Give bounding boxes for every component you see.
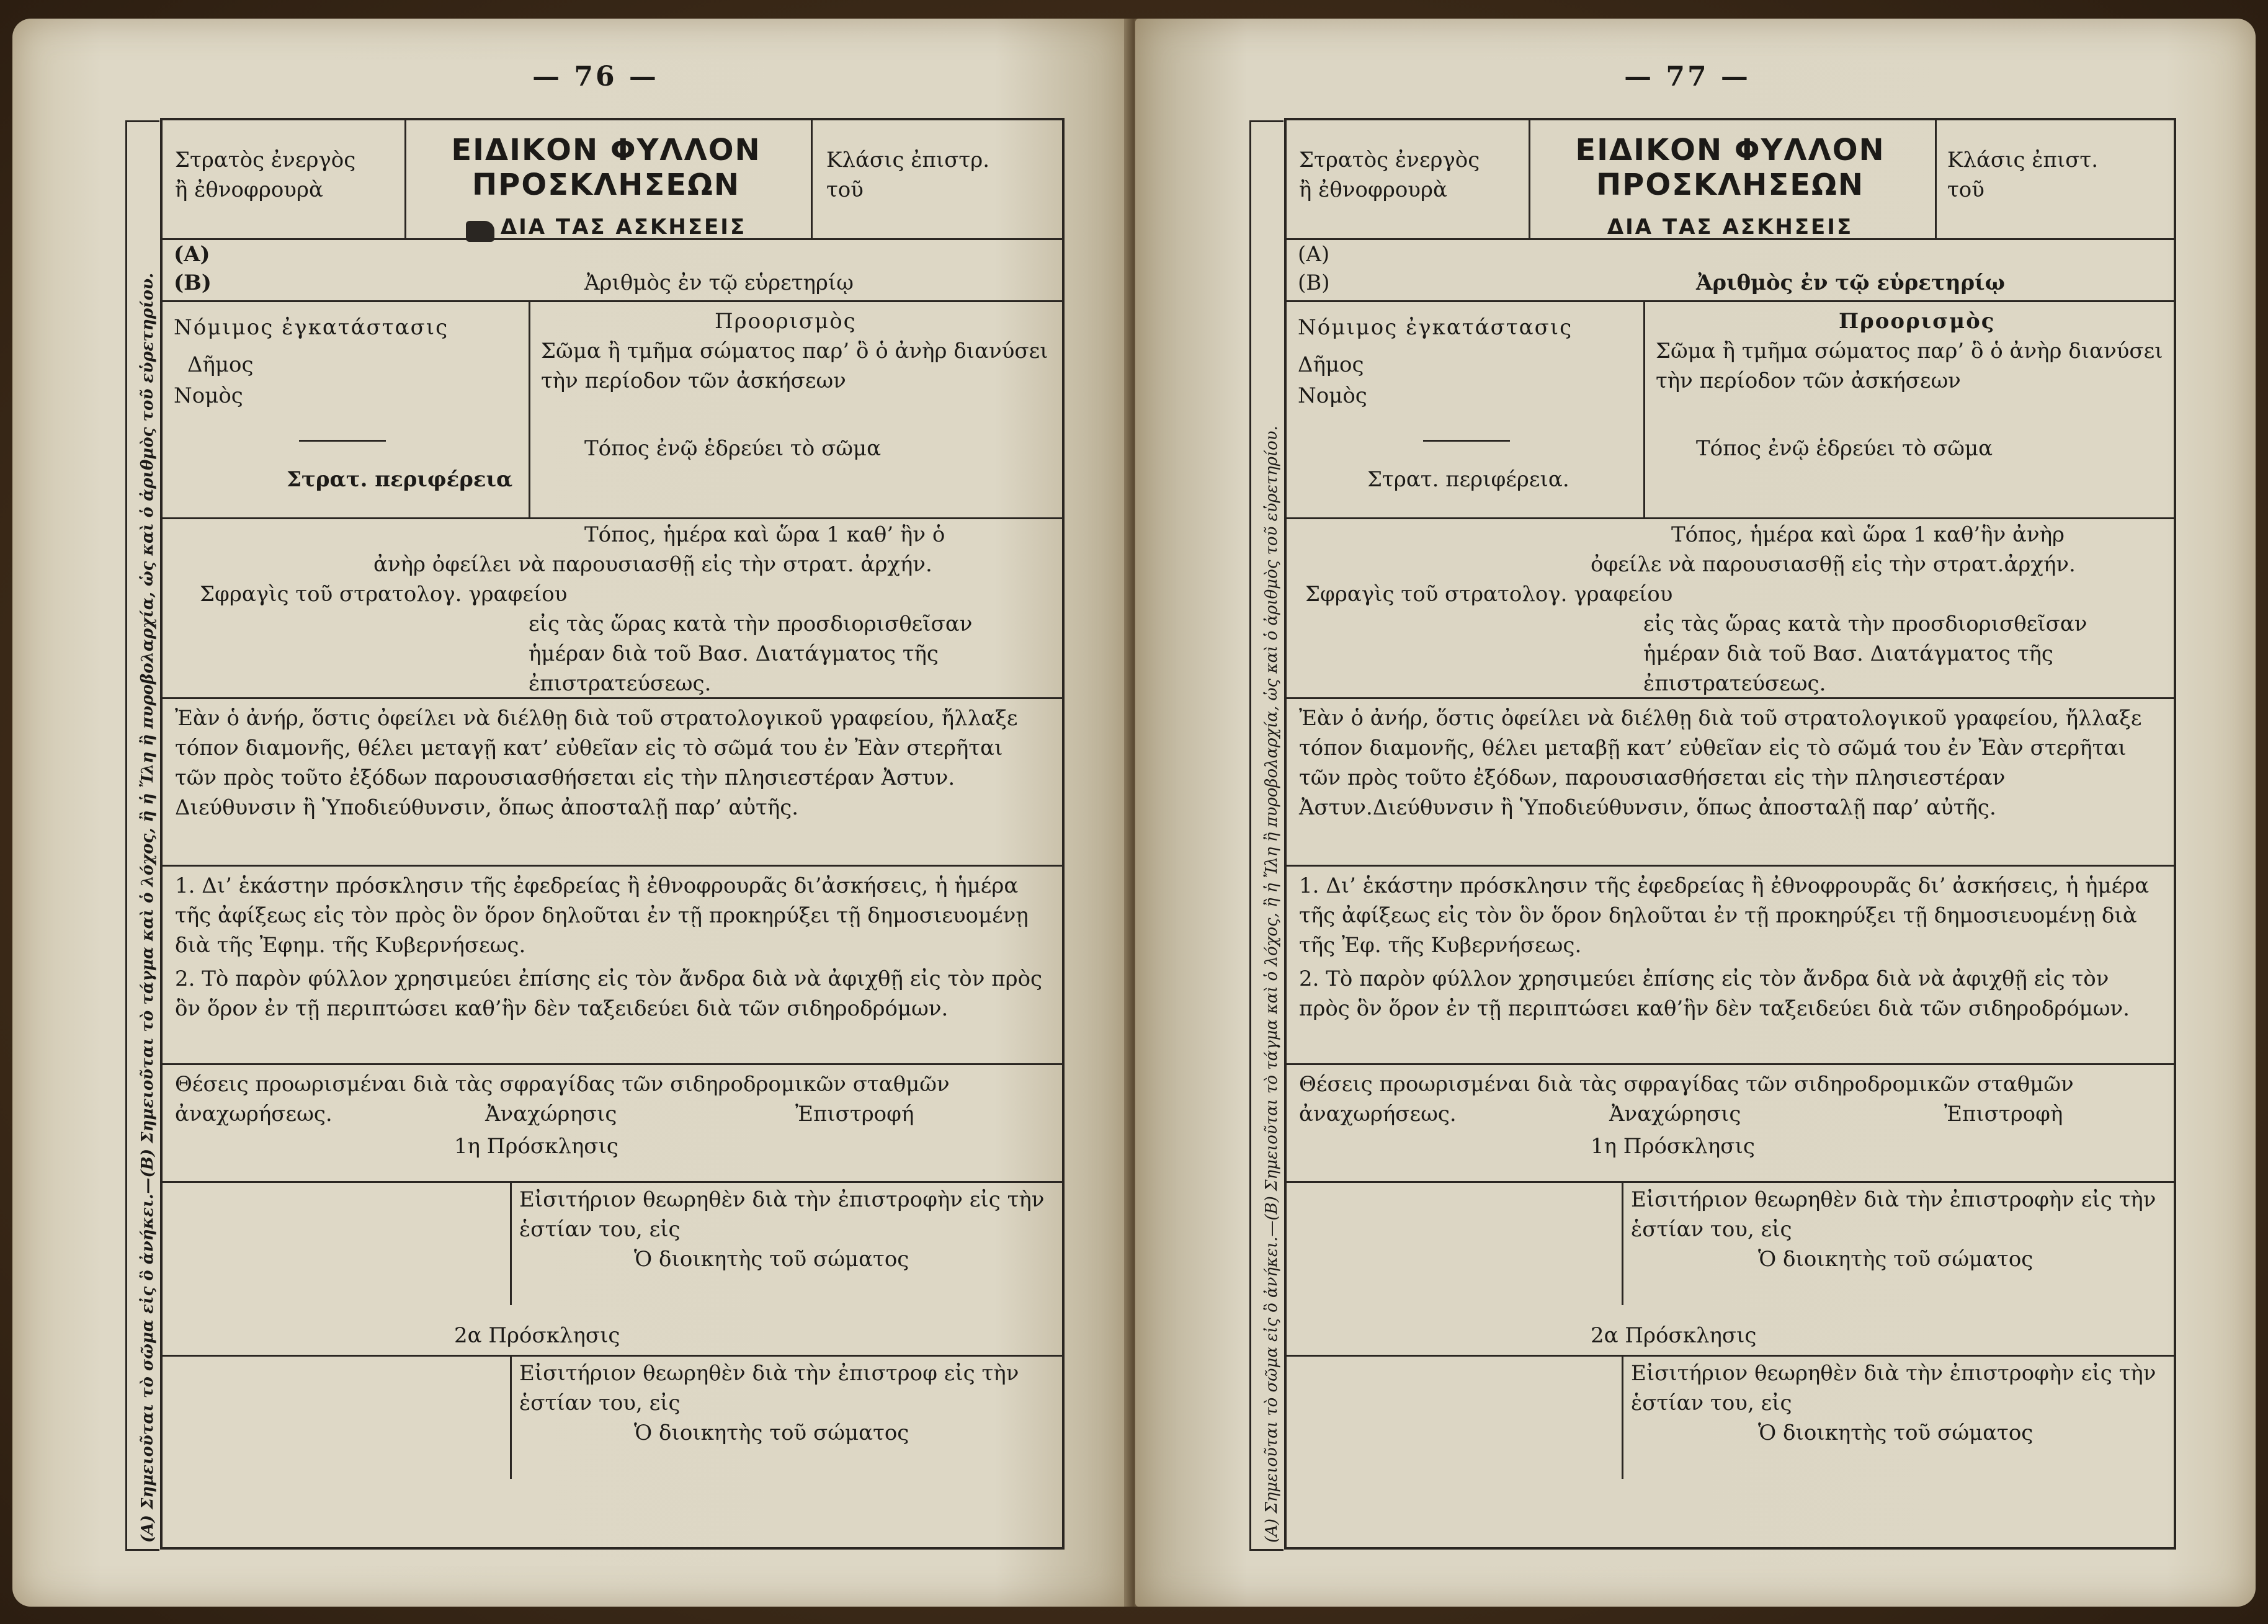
time-place-line-2: ὀφείλε νὰ παρουσιασθῇ εἰς τὴν στρατ.ἀρχήν. [1591,552,2076,577]
call-2-label: 2α Πρόσκλησις [1591,1323,1757,1348]
destination-text: Σῶμα ἢ τμῆμα σώματος παρ’ ὃ ὁ ἀνὴρ διανύσει τὴν περίοδον τῶν ἀσκήσεων [541,339,1048,393]
time-place-line-1: Τόπος, ἡμέρα καὶ ὥρα 1 καθ’ἣν ἀνὴρ [1671,522,2065,547]
note-1: 1. Δι’ ἑκάστην πρόσκλησιν τῆς ἐφεδρείας ἢ ἐθνοφρουρᾶς δι’ ἀσκήσεις, ἡ ἡμέρα τῆς ἀφίξεως εἰς τὸν ὃν ὅρον δηλοῦται ἐν τῇ προκηρύξει τῇ δημοσιευομένῃ διὰ τῆς Ἐφ. τῆς Κυβερνήσεως. [1299,873,2150,958]
form-header [1287,120,2174,240]
notes-row [163,865,1062,1065]
time-place-row [163,517,1062,699]
notes-row [1287,865,2174,1065]
ticket-1-text: Εἰσιτήριον θεωρηθὲν διὰ τὴν ἐπιστροφὴν εἰς τὴν ἑστίαν του, εἰς [1631,1187,2156,1242]
destination-title: Προορισμὸς [1839,309,1996,334]
time-place-row [1287,517,2174,699]
sidebar-note [1249,120,1284,1551]
departure-label: Ἀναχώρησις [485,1102,617,1127]
change-residence-row [1287,697,2174,867]
army-status-label: Στρατὸς ἐνεργὸς ἢ ἐθνοφρουρὰ [175,148,356,202]
commander-1: Ὁ διοικητὴς τοῦ σώματος [634,1247,909,1272]
destination-title: Προορισμὸς [715,309,857,334]
residence-title: Νόμιμος ἐγκατάστασις [174,315,449,340]
military-region-label: Στρατ. περιφέρεια. [1367,467,1569,492]
change-residence-text: Ἐὰν ὁ ἀνήρ, ὅστις ὀφείλει νὰ διέλθῃ διὰ τοῦ στρατολογικοῦ γραφείου, ἤλλαξε τόπον διαμονῆς, θέλει μεταβῇ κατ’ εὐθεῖαν εἰς τὸ σῶμά του ἐν Ἐὰν στερῆται τῶν πρὸς τοῦτο ἐξόδων, παρουσιασθήσεται εἰς τὴν πλησιεστέραν Ἀστυν.Διεύθυνσιν ἢ Ὑποδιεύθυνσιν, ὅπως ἀποσταλῇ παρ’ αὐτῆς. [1299,706,2142,820]
seal-places-row [1287,1063,2174,1183]
right-page [1135,19,2256,1607]
military-region-label: Στρατ. περιφέρεια [287,467,513,492]
residence-destination-row [1287,300,2174,519]
location-text: Τόπος ἐνῷ ἑδρεύει τὸ σῶμα [1696,436,1993,461]
commander-1: Ὁ διοικητὴς τοῦ σώματος [1758,1247,2034,1272]
label-a: (Α) [1298,242,1330,267]
ab-row [1287,238,2174,302]
label-b: (Β) [174,270,212,295]
ticket-2-text: Εἰσιτήριον θεωρηθὲν διὰ τὴν ἐπιστροφὴν εἰς τὴν ἑστίαν του, εἰς [1631,1361,2156,1416]
note-1: 1. Δι’ ἑκάστην πρόσκλησιν τῆς ἐφεδρείας ἢ ἐθνοφρουρᾶς δι’ἀσκήσεις, ἡ ἡμέρα τῆς ἀφίξεως εἰς τὸν πρὸς ὃν ὅρον δηλοῦται ἐν τῇ προκηρύξει τῇ δημοσιευομένῃ διὰ τῆς Ἐφημ. τῆς Κυβερνήσεως. [175,873,1029,958]
prefecture-label: Νομὸς [1298,383,1367,408]
ticket-1-row [163,1181,1062,1357]
form-title: ΕΙΔΙΚΟΝ ΦΥΛΛΟΝ ΠΡΟΣΚΛΗΣΕΩΝ [1575,133,1885,202]
form-subtitle: ΔΙΑ ΤΑΣ ΑΣΚΗΣΕΙΣ [500,215,747,239]
ab-row [163,238,1062,302]
form-title-box [408,133,805,242]
army-status-label: Στρατὸς ἐνεργὸς ἢ ἐθνοφρουρὰ [1299,148,1480,202]
hours-text: εἰς τὰς ὥρας κατὰ τὴν προσδιορισθεῖσαν ἡμέραν διὰ τοῦ Βασ. Διατάγματος τῆς ἐπιστρατεύσεως. [1643,612,2087,696]
note-2: 2. Τὸ παρὸν φύλλον χρησιμεύει ἐπίσης εἰς τὸν ἄνδρα διὰ νὰ ἀφιχθῇ εἰς τὸν πρὸς ὃν ὅρον ἐν τῇ περιπτώσει καθ’ἣν δὲν ταξειδεύει διὰ τῶν σιδηροδρόμων. [175,966,1043,1021]
form-title: ΕΙΔΙΚΟΝ ΦΥΛΛΟΝ ΠΡΟΣΚΛΗΣΕΩΝ [451,133,761,202]
page-number: — 77 — [1624,61,1751,92]
change-residence-text: Ἐὰν ὁ ἀνήρ, ὅστις ὀφείλει νὰ διέλθῃ διὰ τοῦ στρατολογικοῦ γραφείου, ἤλλαξε τόπον διαμονῆς, θέλει μεταγῇ κατ’ εὐθεῖαν εἰς τὸ σῶμά του ἐν Ἐὰν στερῆται τῶν πρὸς τοῦτο ἐξόδων παρουσιασθήσεται εἰς τὴν πλησιεστέραν Ἀστυν. Διεύθυνσιν ἢ Ὑποδιεύθυνσιν, ὅπως ἀποσταλῇ παρ’ αὐτῆς. [175,706,1018,820]
ticket-2-row [163,1355,1062,1541]
class-label: Κλάσις ἐπιστ. τοῦ [1947,148,2099,202]
prefecture-label: Νομὸς [174,383,243,408]
left-page [12,19,1129,1607]
label-a: (Α) [174,242,210,267]
page-number: — 76 — [532,61,659,92]
residence-destination-row [163,300,1062,519]
destination-text: Σῶμα ἢ τμῆμα σώματος παρ’ ὃ ὁ ἀνὴρ διανύσει τὴν περίοδον τῶν ἀσκήσεων [1656,339,2163,393]
ticket-2-text: Εἰσιτήριον θεωρηθὲν διὰ τὴν ἐπιστροφ εἰς τὴν ἑστίαν του, εἰς [519,1361,1019,1416]
ticket-1-text: Εἰσιτήριον θεωρηθὲν διὰ τὴν ἐπιστροφὴν εἰς τὴν ἑστίαν του, εἰς [519,1187,1045,1242]
form-header [163,120,1062,240]
seal-label: Σφραγὶς τοῦ στρατολογ. γραφείου [200,582,568,607]
index-number-label: Ἀριθμὸς ἐν τῷ εὑρετηρίῳ [1696,270,2005,295]
sidebar-note-text: (Α) Σημειοῦται τὸ σῶμα εἰς ὃ ἀνήκει.—(Β) Σημειοῦται τὸ τάγμα καὶ ὁ λόχος, ἢ ἡ Ἴλη ἢ πυροβολαρχία, ὡς καὶ ὁ ἀριθμὸς τοῦ εὑρετηρίου. [1262,426,1281,1543]
commander-2: Ὁ διοικητὴς τοῦ σώματος [1758,1421,2034,1445]
change-residence-row [163,697,1062,867]
seal-places-text: Θέσεις προωρισμέναι διὰ τὰς σφραγίδας τῶν σιδηροδρομικῶν σταθμῶν ἀναχωρήσεως. [175,1072,950,1127]
call-2-label: 2α Πρόσκλησις [454,1323,620,1348]
index-number-label: Ἀριθμὸς ἐν τῷ εὑρετηρίῳ [584,270,854,295]
call-1-label: 1η Πρόσκλησις [1591,1134,1755,1159]
class-label: Κλάσις ἐπιστρ. τοῦ [826,148,990,202]
label-b: (Β) [1298,270,1330,295]
residence-title: Νόμιμος ἐγκατάστασις [1298,315,1573,340]
municipality-label: Δῆμος [1298,352,1364,377]
invitation-form [1262,118,2176,1550]
note-2: 2. Τὸ παρὸν φύλλον χρησιμεύει ἐπίσης εἰς τὸν ἄνδρα διὰ νὰ ἀφιχθῇ εἰς τὸν πρὸς ὃν ὅρον ἐν τῇ περιπτώσει καθ’ἣν δὲν ταξειδεύει διὰ τῶν σιδηροδρόμων. [1299,966,2130,1021]
ticket-2-row [1287,1355,2174,1541]
location-text: Τόπος ἐνῷ ἑδρεύει τὸ σῶμα [584,436,882,461]
hours-text: εἰς τὰς ὥρας κατὰ τὴν προσδιορισθεῖσαν ἡμέραν διὰ τοῦ Βασ. Διατάγματος τῆς ἐπιστρατεύσεως. [529,612,973,696]
municipality-label: Δῆμος [187,352,254,377]
time-place-line-2: ἀνὴρ ὀφείλει νὰ παρουσιασθῇ εἰς τὴν στρατ. ἀρχήν. [373,552,932,577]
sidebar-note-text: (Α) Σημειοῦται τὸ σῶμα εἰς ὃ ἀνήκει.—(Β) Σημειοῦται τὸ τάγμα καὶ ὁ λόχος, ἢ ἡ Ἴλη ἢ πυροβολαρχία, ὡς καὶ ὁ ἀριθμὸς τοῦ εὑρετηρίου. [138,272,157,1543]
time-place-line-1: Τόπος, ἡμέρα καὶ ὥρα 1 καθ’ ἣν ὁ [584,522,945,547]
seal-places-row [163,1063,1062,1183]
return-label: Ἐπιστροφὴ [1944,1102,2063,1127]
sidebar-note [125,120,159,1551]
form-title-box [1532,133,1929,239]
seal-label: Σφραγὶς τοῦ στρατολογ. γραφείου [1305,582,1673,607]
form-subtitle: ΔΙΑ ΤΑΣ ΑΣΚΗΣΕΙΣ [1607,215,1854,239]
ticket-1-row [1287,1181,2174,1357]
commander-2: Ὁ διοικητὴς τοῦ σώματος [634,1421,909,1445]
return-label: Ἐπιστροφή [795,1102,914,1127]
departure-label: Ἀναχώρησις [1609,1102,1741,1127]
seal-places-text: Θέσεις προωρισμέναι διὰ τὰς σφραγίδας τῶν σιδηροδρομικῶν σταθμῶν ἀναχωρήσεως. [1299,1072,2074,1127]
call-1-label: 1η Πρόσκλησις [454,1134,618,1159]
invitation-form [138,118,1065,1550]
